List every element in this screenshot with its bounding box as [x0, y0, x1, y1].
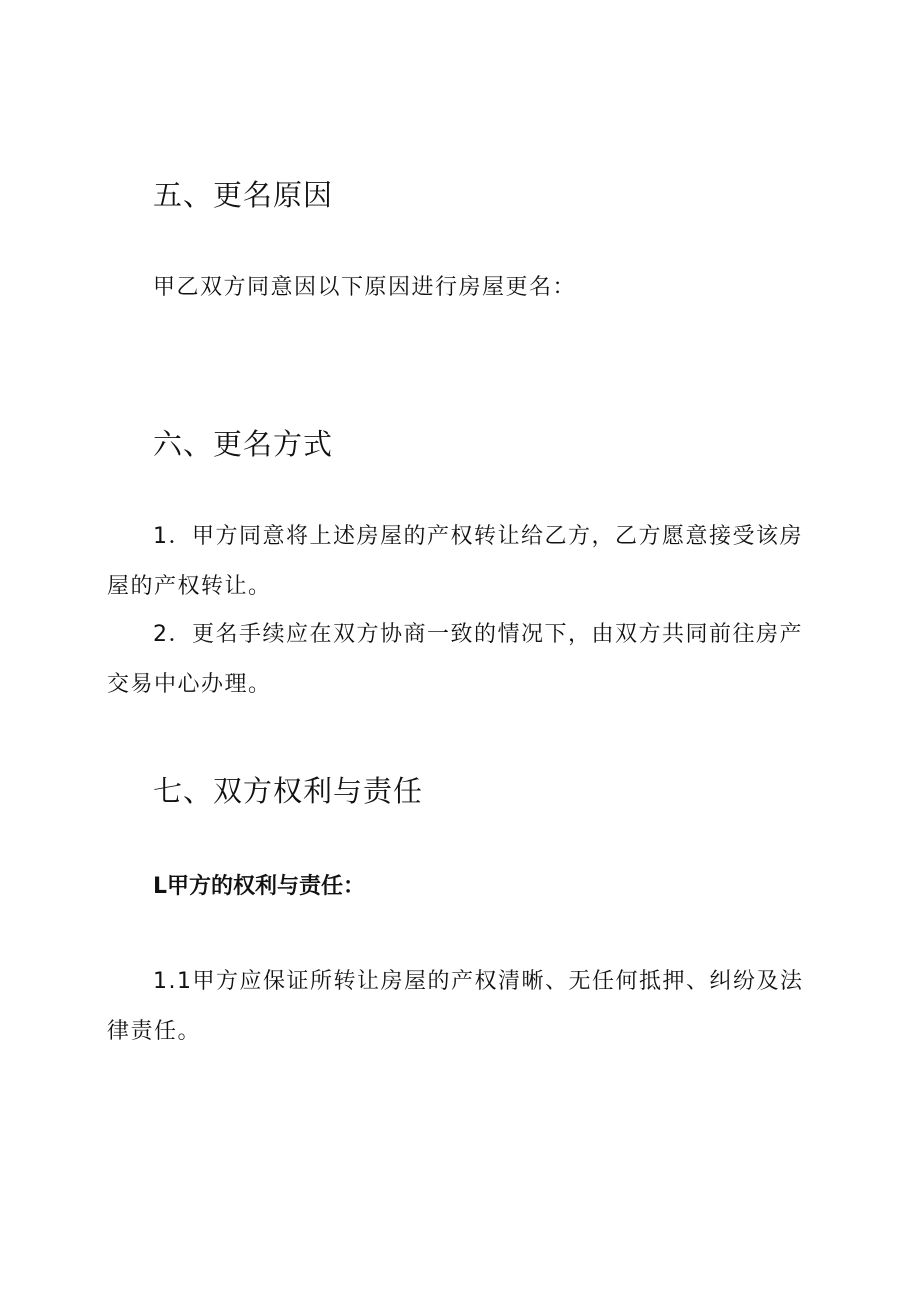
- paragraph-line: 律责任。: [107, 1019, 202, 1044]
- paragraph-line: 屋的产权转让。: [107, 574, 272, 599]
- section-heading-7: 七、双方权利与责任: [153, 774, 424, 808]
- paragraph-line: 2．更名手续应在双方协商一致的情况下，由双方共同前往房产: [153, 622, 803, 647]
- section-7-item-1-1: [107, 957, 804, 1057]
- section-6-item-2: [107, 610, 803, 710]
- paragraph-line: 甲乙双方同意因以下原因进行房屋更名：: [153, 275, 577, 300]
- paragraph-line: 1．甲方同意将上述房屋的产权转让给乙方，乙方愿意接受该房: [153, 524, 803, 549]
- party-a-rights-subheading: L甲方的权利与责任：: [153, 874, 366, 899]
- section-5-paragraph: [153, 263, 576, 313]
- section-heading-5: 五、更名原因: [153, 178, 334, 212]
- paragraph-line: 1.1甲方应保证所转让房屋的产权清晰、无任何抵押、纠纷及法: [153, 969, 804, 994]
- section-heading-6: 六、更名方式: [153, 427, 334, 461]
- section-6-item-1: [107, 512, 803, 612]
- paragraph-line: 交易中心办理。: [107, 672, 272, 697]
